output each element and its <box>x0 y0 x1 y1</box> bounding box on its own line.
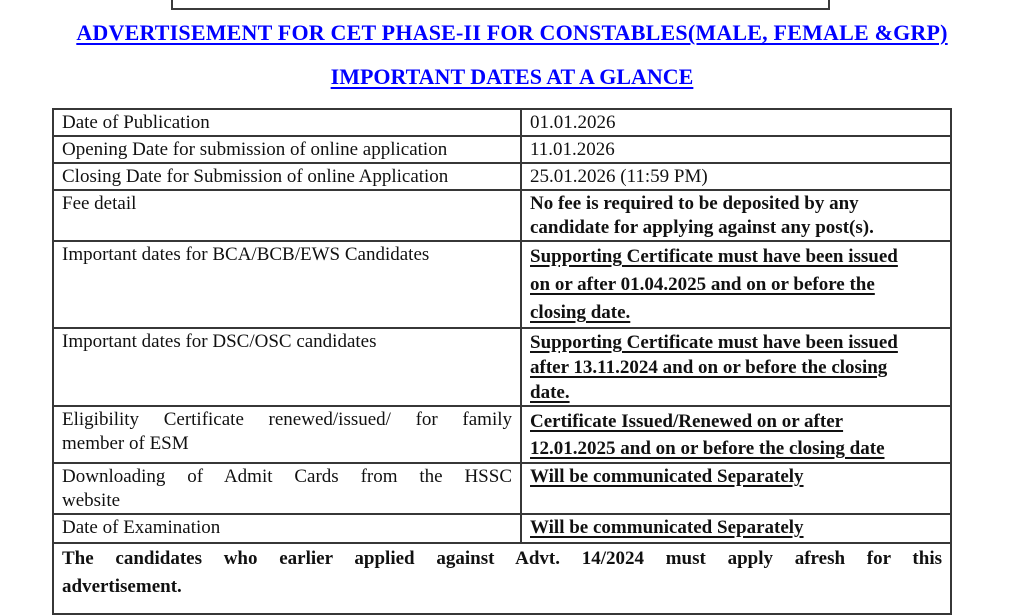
footer-note-text: The candidates who earlier applied against Advt. 14/2024 must apply afresh for this <box>62 548 942 569</box>
row-label-cell <box>53 136 521 163</box>
row-label-text: Closing Date for Submission of online Application <box>62 166 449 187</box>
row-value-text: Will be communicated Separately <box>530 466 804 487</box>
table-row-opening-date <box>53 136 951 163</box>
row-label-cell <box>53 406 521 463</box>
table-row-examination <box>53 514 951 543</box>
row-label-text: Important dates for DSC/OSC candidates <box>62 331 377 352</box>
row-value-text: No fee is required to be deposited by any <box>530 193 859 214</box>
important-dates-table <box>52 108 952 615</box>
table-row-footer-note <box>53 543 951 614</box>
row-value-cell <box>521 190 951 241</box>
row-label-cell <box>53 328 521 406</box>
section-title-text: IMPORTANT DATES AT A GLANCE <box>330 64 694 89</box>
row-label-text: Opening Date for submission of online application <box>62 139 448 160</box>
row-label-cell <box>53 109 521 136</box>
row-value-text: 25.01.2026 (11:59 PM) <box>530 166 708 187</box>
footer-note-cell <box>53 543 951 614</box>
row-label-text: Downloading of Admit Cards from the HSSC <box>62 466 512 487</box>
row-value-cell <box>521 109 951 136</box>
row-value-text: date. <box>530 382 570 403</box>
footer-note-text: advertisement. <box>62 576 182 597</box>
row-value-text: 12.01.2025 and on or before the closing date <box>530 438 885 459</box>
row-label-cell <box>53 163 521 190</box>
table-row-fee-detail <box>53 190 951 241</box>
table-row-esm-eligibility <box>53 406 951 463</box>
row-label-cell <box>53 463 521 514</box>
row-label-text: Fee detail <box>62 193 137 214</box>
row-value-text: Certificate Issued/Renewed on or after <box>530 411 844 432</box>
section-title <box>0 64 1024 90</box>
row-label-text: Important dates for BCA/BCB/EWS Candidates <box>62 244 430 265</box>
row-value-text: candidate for applying against any post(s). <box>530 217 874 238</box>
row-value-cell <box>521 163 951 190</box>
row-value-text: Supporting Certificate must have been issued <box>530 332 898 353</box>
row-value-cell <box>521 136 951 163</box>
row-value-text: on or after 01.04.2025 and on or before the <box>530 274 875 295</box>
table-row-bca-bcb-ews <box>53 241 951 328</box>
table-row-publication <box>53 109 951 136</box>
row-label-text: member of ESM <box>62 433 189 454</box>
row-value-text: Supporting Certificate must have been issued <box>530 246 898 267</box>
page-title-text: ADVERTISEMENT FOR CET PHASE-II FOR CONSTABLES(MALE, FEMALE &GRP) <box>76 20 948 45</box>
row-value-text: Will be communicated Separately <box>530 517 804 538</box>
row-value-text: 01.01.2026 <box>530 112 616 133</box>
row-label-cell <box>53 514 521 543</box>
row-value-cell <box>521 406 951 463</box>
row-label-text: website <box>62 490 121 511</box>
row-label-text: Date of Examination <box>62 517 221 538</box>
row-value-cell <box>521 463 951 514</box>
page-title <box>0 20 1024 46</box>
row-label-cell <box>53 190 521 241</box>
row-value-text: after 13.11.2024 and on or before the closing <box>530 357 888 378</box>
partial-top-box <box>171 0 830 10</box>
table-row-dsc-osc <box>53 328 951 406</box>
row-value-text: closing date. <box>530 302 631 323</box>
row-value-cell <box>521 241 951 328</box>
table-row-closing-date <box>53 163 951 190</box>
row-label-text: Date of Publication <box>62 112 210 133</box>
row-value-text: 11.01.2026 <box>530 139 615 160</box>
row-label-cell <box>53 241 521 328</box>
row-label-text: Eligibility Certificate renewed/issued/ for family <box>62 409 512 430</box>
table-row-admit-cards <box>53 463 951 514</box>
row-value-cell <box>521 514 951 543</box>
row-value-cell <box>521 328 951 406</box>
